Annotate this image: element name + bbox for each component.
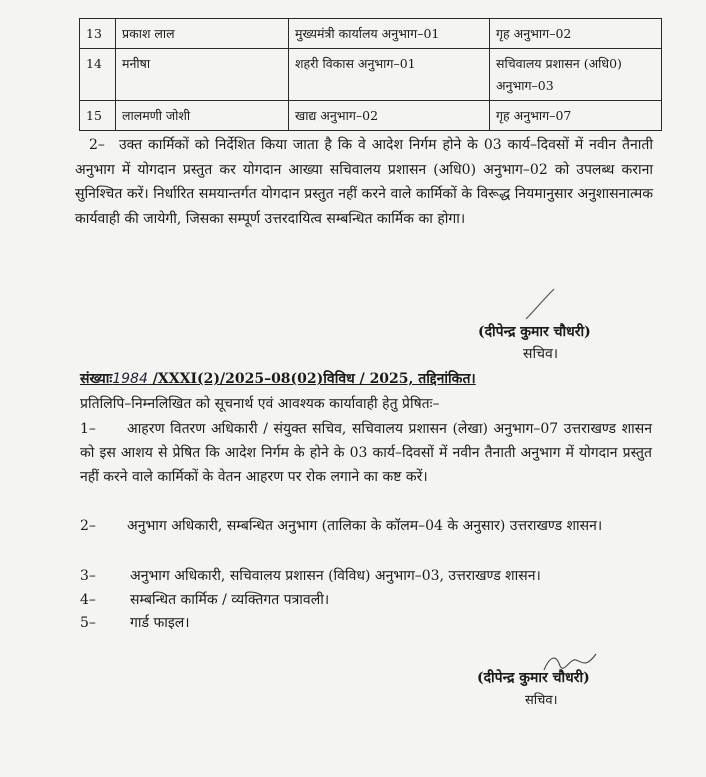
- signature-name-1: (दीपेन्द्र कुमार चौधरी): [478, 324, 591, 340]
- reference-prefix: संख्याः: [80, 371, 113, 387]
- employee-name-cell: लालमणी जोशी: [116, 101, 289, 131]
- copy-item-3: [80, 564, 652, 588]
- copy-item-text: सम्बन्धित कार्मिक / व्यक्तिगत पत्रावली।: [130, 592, 330, 608]
- new-section-cell: गृह अनुभाग–07: [490, 101, 662, 131]
- staff-transfer-table: [79, 18, 662, 131]
- current-section-cell: खाद्य अनुभाग–02: [289, 101, 490, 131]
- new-section-cell: गृह अनुभाग–02: [490, 19, 662, 49]
- copy-item-text: अनुभाग अधिकारी, सम्बन्धित अनुभाग (तालिका के कॉलम–04 के अनुसार) उत्तराखण्ड शासन।: [127, 518, 603, 534]
- new-section-cell: सचिवालय प्रशासन (अधि0) अनुभाग–03: [490, 49, 662, 101]
- table-row: [80, 19, 662, 49]
- current-section-cell: मुख्यमंत्री कार्यालय अनुभाग–01: [289, 19, 490, 49]
- copy-item-number: 3–: [80, 568, 96, 584]
- copy-item-text: आहरण वितरण अधिकारी / संयुक्त सचिव, सचिवालय प्रशासन (लेखा) अनुभाग–07 उत्तराखण्ड शासन को इस आशय से प्रेषित कि आदेश निर्गम के होने के 03 कार्य–दिवसों में नवीन तैनाती अनुभाग में योगदान प्रस्तुत नहीं करने वाले कार्मिकों के वेतन आहरण पर रोक लगाने का कष्ट करें।: [80, 421, 652, 485]
- signature-title-1: सचिव।: [523, 346, 559, 362]
- copy-item-number: 5–: [80, 615, 96, 631]
- reference-rest: /XXXI(2)/2025–08(02)विविध / 2025, तद्दिनांकित।: [147, 371, 476, 387]
- current-section-cell: शहरी विकास अनुभाग–01: [289, 49, 490, 101]
- copy-item-number: 4–: [80, 592, 96, 608]
- signature-stroke-mark: [520, 285, 560, 325]
- copy-item-4: [80, 588, 652, 612]
- copy-item-number: 2–: [80, 518, 96, 534]
- signature-name-2: (दीपेन्द्र कुमार चौधरी): [477, 670, 590, 686]
- serial-number-cell: 15: [80, 101, 116, 131]
- copy-item-1: [80, 417, 652, 489]
- copy-item-text: गार्ड फाइल।: [130, 615, 190, 631]
- serial-number-cell: 14: [80, 49, 116, 101]
- table-row: [80, 101, 662, 131]
- table-row: [80, 49, 662, 101]
- serial-number-cell: 13: [80, 19, 116, 49]
- signature-title-2: सचिव।: [525, 693, 558, 708]
- employee-name-cell: मनीषा: [116, 49, 289, 101]
- reference-handwritten-number: 1984: [112, 371, 148, 387]
- reference-number: [80, 369, 500, 388]
- copy-item-text: अनुभाग अधिकारी, सचिवालय प्रशासन (विविध) अनुभाग–03, उत्तराखण्ड शासन।: [130, 568, 541, 584]
- copy-item-5: [80, 611, 652, 635]
- copy-item-number: 1–: [80, 421, 96, 437]
- copy-intro: प्रतिलिपि–निम्नलिखित को सूचनार्थ एवं आवश्यक कार्यावाही हेतु प्रेषितः–: [80, 396, 440, 412]
- paragraph-2: [75, 133, 653, 231]
- paragraph-number: 2–: [89, 137, 105, 153]
- employee-name-cell: प्रकाश लाल: [116, 19, 289, 49]
- paragraph-text: उक्त कार्मिकों को निर्देशित किया जाता है कि वे आदेश निर्गम होने के 03 कार्य–दिवसों में नवीन तैनाती अनुभाग में योगदान प्रस्तुत कर योगदान आख्या सचिवालय प्रशासन (अधि0) अनुभाग–02 को उपलब्ध कराना सुनिश्चित करें। निर्धारित समयान्तर्गत योगदान प्रस्तुत नहीं करने वाले कार्मिकों के विरूद्ध नियमानुसार अनुशासनात्मक कार्यवाही की जायेगी, जिसका सम्पूर्ण उत्तरदायित्व सम्बन्धित कार्मिक का होगा।: [75, 137, 653, 227]
- copy-item-2: [80, 514, 652, 538]
